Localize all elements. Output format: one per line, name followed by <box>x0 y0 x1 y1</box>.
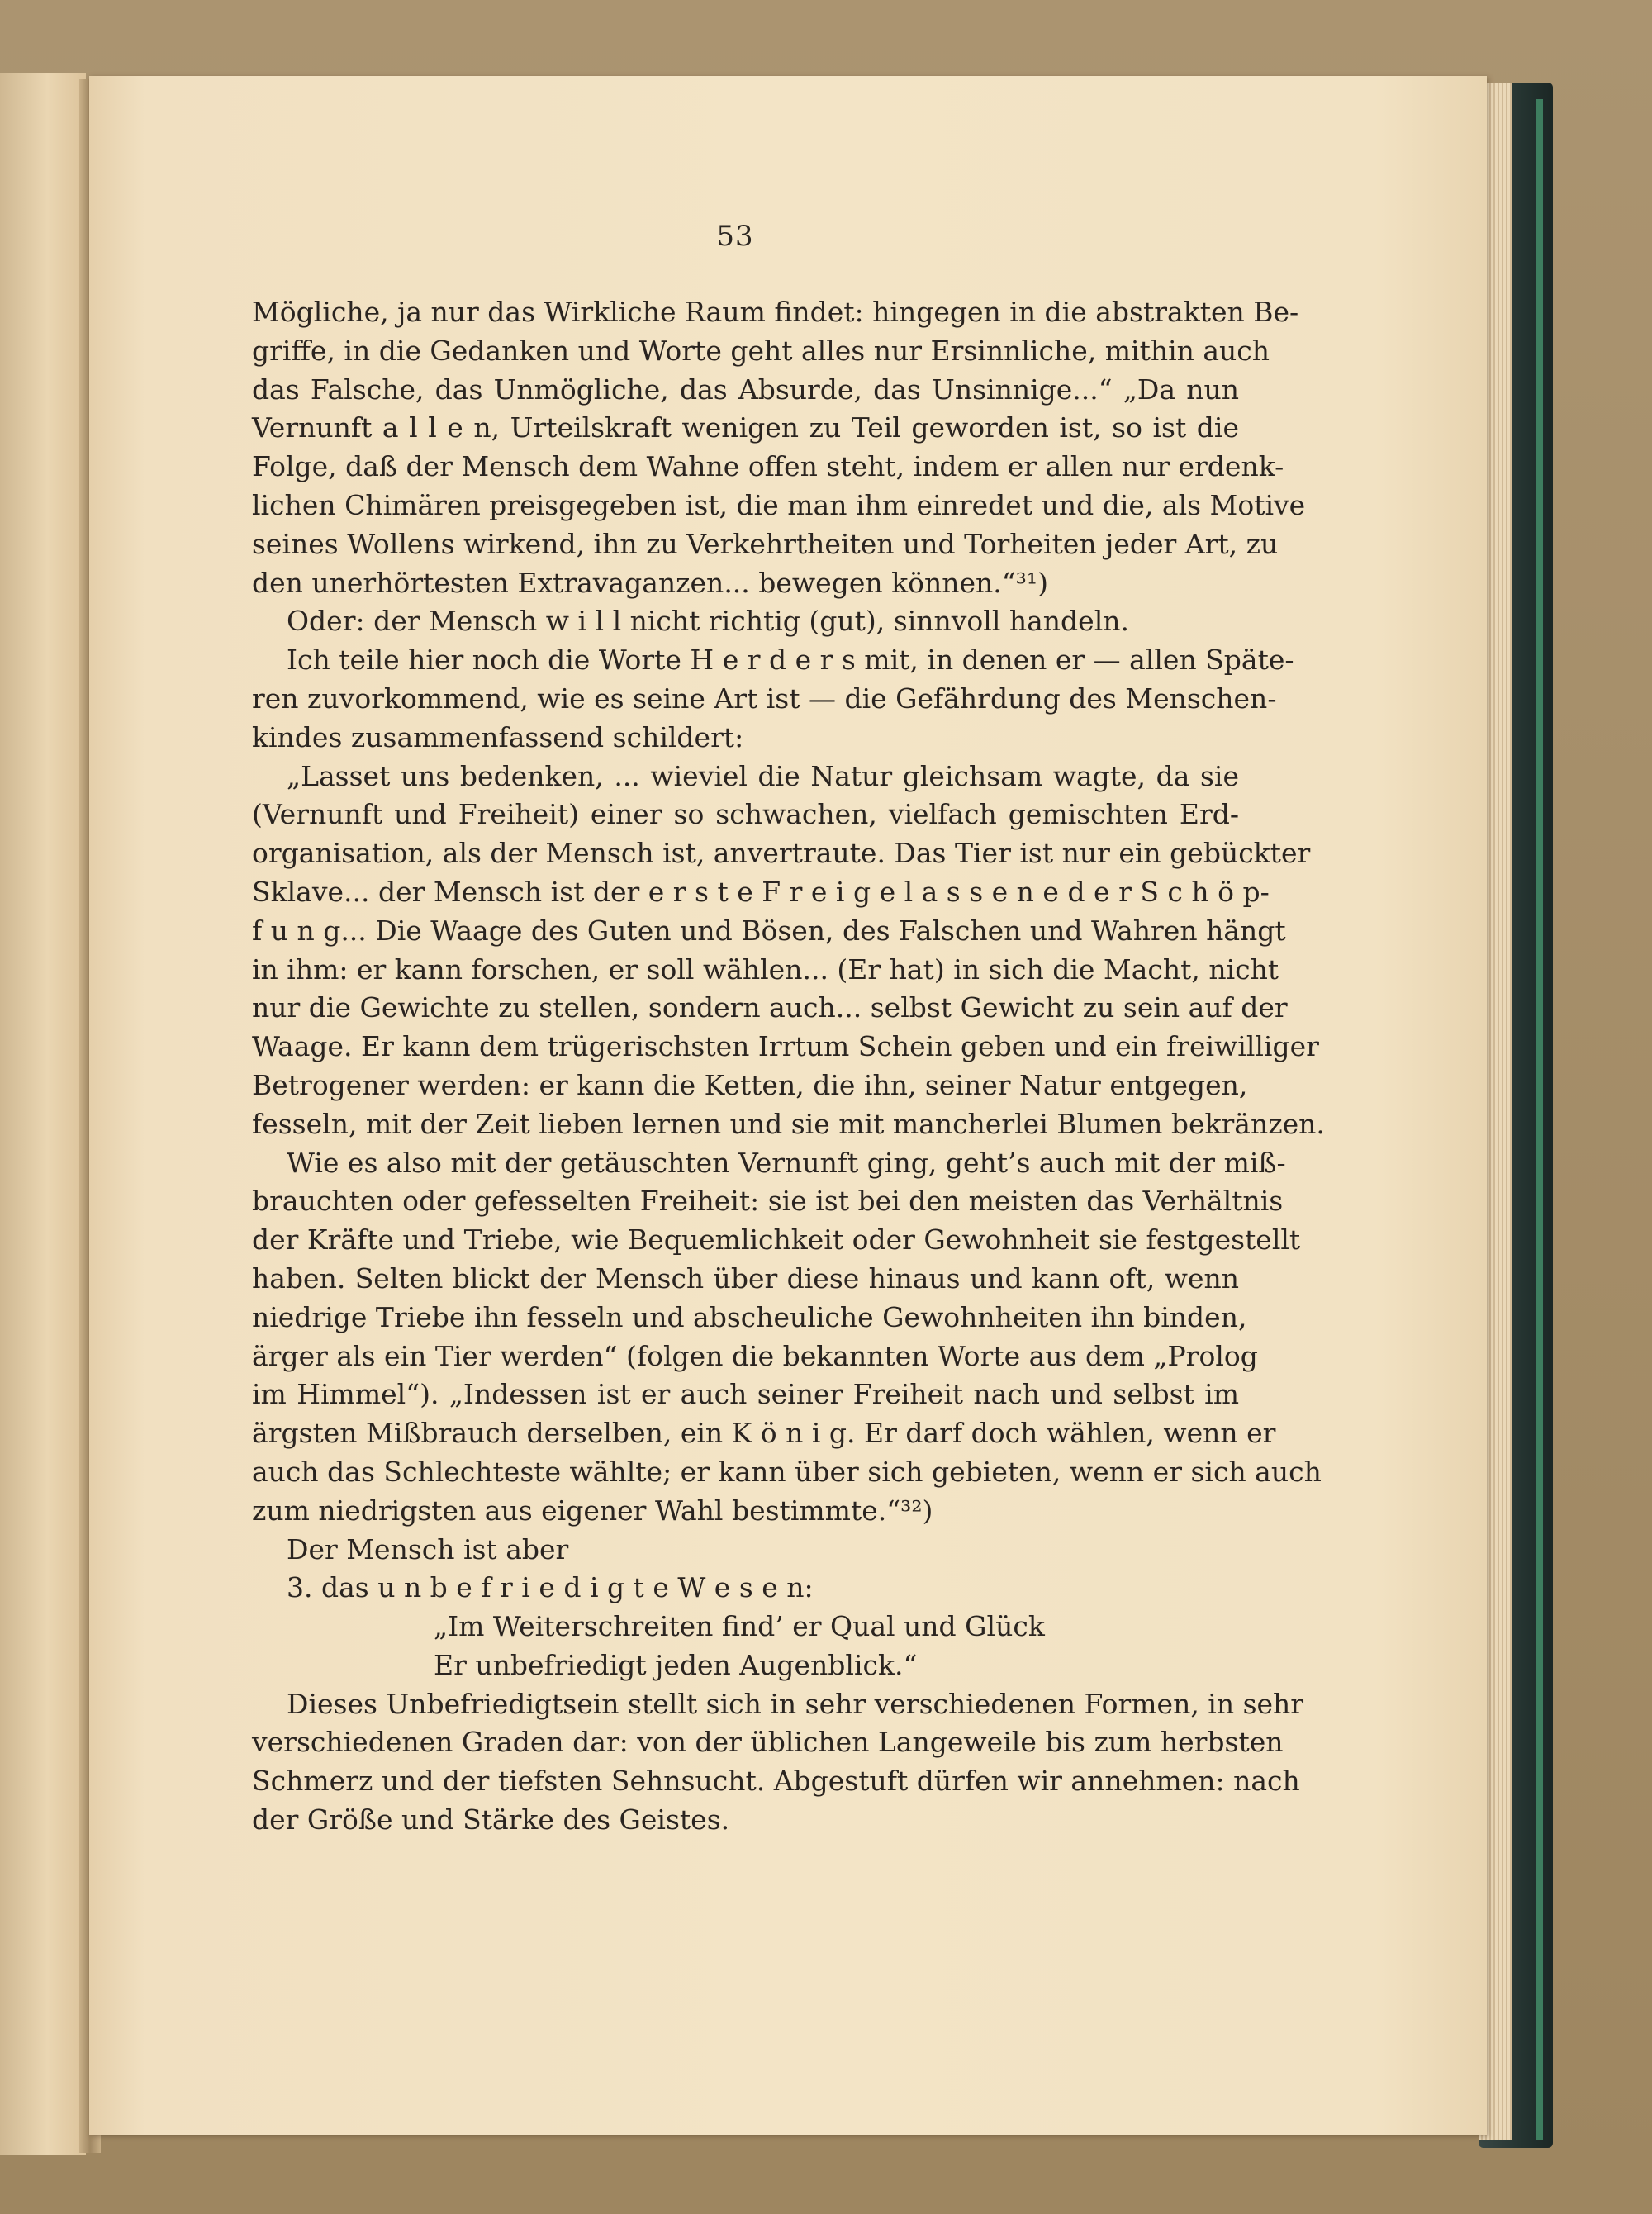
text-line: Waage. Er kann dem trügerischsten Irrtum Schein geben und ein freiwilliger <box>252 1030 1319 1063</box>
text-line: Betrogener werden: er kann die Ketten, die ihn, seiner Natur entgegen, <box>252 1068 1248 1101</box>
verse-line: „Im Weiterschreiten find’ er Qual und Glück <box>434 1610 1045 1643</box>
text-line: ärgsten Mißbrauch derselben, ein K ö n i g. Er darf doch wählen, wenn er <box>252 1417 1276 1450</box>
text-line: f u n g... Die Waage des Guten und Bösen, des Falschen und Wahren hängt <box>252 914 1286 947</box>
text-line: den unerhörtesten Extravaganzen... bewegen können.“³¹) <box>252 566 1048 599</box>
text-line: Oder: der Mensch w i l l nicht richtig (gut), sinnvoll handeln. <box>287 605 1130 638</box>
text-line: Wie es also mit der getäuschten Vernunft ging, geht’s auch mit der miß- <box>287 1146 1286 1179</box>
text-line: seines Wollens wirkend, ihn zu Verkehrtheiten und Torheiten jeder Art, zu <box>252 527 1279 560</box>
text-line: Dieses Unbefriedigtsein stellt sich in sehr verschiedenen Formen, in sehr <box>287 1687 1304 1720</box>
text-line: griffe, in die Gedanken und Worte geht alles nur Ersinnliche, mithin auch <box>252 334 1270 367</box>
page-number: 53 <box>716 220 754 253</box>
text-line: Sklave... der Mensch ist der e r s t e F r e i g e l a s s e n e d e r S c h ö p- <box>252 875 1270 908</box>
text-line: „Lasset uns bedenken, ... wieviel die Natur gleichsam wagte, da sie <box>287 759 1239 792</box>
text-line: haben. Selten blickt der Mensch über diese hinaus und kann oft, wenn <box>252 1261 1239 1295</box>
text-line: Schmerz und der tiefsten Sehnsucht. Abgestuft dürfen wir annehmen: nach <box>252 1765 1300 1798</box>
text-line: zum niedrigsten aus eigener Wahl bestimmte.“³²) <box>252 1494 933 1527</box>
text-line: niedrige Triebe ihn fesseln und abscheuliche Gewohnheiten ihn binden, <box>252 1300 1247 1333</box>
text-line: 3. das u n b e f r i e d i g t e W e s e n: <box>287 1571 814 1604</box>
text-line: Ich teile hier noch die Worte H e r d e r s mit, in denen er — allen Späte- <box>287 644 1294 677</box>
text-line: ärger als ein Tier werden“ (folgen die bekannten Worte aus dem „Prolog <box>252 1339 1258 1372</box>
body-text <box>252 293 1325 1840</box>
text-line: lichen Chimären preisgegeben ist, die man ihm einredet und die, als Motive <box>252 488 1306 521</box>
text-line: im Himmel“). „Indessen ist er auch seiner Freiheit nach und selbst im <box>252 1378 1239 1411</box>
text-line: verschiedenen Graden dar: von der üblichen Langeweile bis zum herbsten <box>252 1726 1284 1759</box>
text-line: fesseln, mit der Zeit lieben lernen und sie mit mancherlei Blumen bekränzen. <box>252 1107 1325 1140</box>
text-line: das Falsche, das Unmögliche, das Absurde, das Unsinnige...“ „Da nun <box>252 373 1239 406</box>
text-line: organisation, als der Mensch ist, anvertraute. Das Tier ist nur ein gebückter <box>252 837 1311 870</box>
cover-edge <box>1536 99 1543 2140</box>
text-line: Der Mensch ist aber <box>287 1532 569 1565</box>
text-line: auch das Schlechteste wählte; er kann über sich gebieten, wenn er sich auch <box>252 1455 1322 1488</box>
text-line: (Vernunft und Freiheit) einer so schwachen, vielfach gemischten Erd- <box>252 798 1239 831</box>
left-page-edge <box>0 73 86 2155</box>
text-line: nur die Gewichte zu stellen, sondern auch... selbst Gewicht zu sein auf der <box>252 991 1288 1024</box>
verse-line: Er unbefriedigt jeden Augenblick.“ <box>434 1648 918 1681</box>
text-line: in ihm: er kann forschen, er soll wählen... (Er hat) in sich die Macht, nicht <box>252 953 1279 986</box>
text-line: Mögliche, ja nur das Wirkliche Raum findet: hingegen in die abstrakten Be- <box>252 296 1299 328</box>
text-line: ren zuvorkommend, wie es seine Art ist — die Gefährdung des Menschen- <box>252 682 1277 715</box>
text-line: brauchten oder gefesselten Freiheit: sie ist bei den meisten das Verhältnis <box>252 1185 1284 1218</box>
text-line: Folge, daß der Mensch dem Wahne offen steht, indem er allen nur erdenk- <box>252 450 1284 483</box>
text-line: der Kräfte und Triebe, wie Bequemlichkeit oder Gewohnheit sie festgestellt <box>252 1223 1301 1257</box>
text-line: Vernunft a l l e n, Urteilskraft wenigen zu Teil geworden ist, so ist die <box>252 411 1239 444</box>
text-line: der Größe und Stärke des Geistes. <box>252 1803 730 1836</box>
text-line: kindes zusammenfassend schildert: <box>252 720 744 753</box>
